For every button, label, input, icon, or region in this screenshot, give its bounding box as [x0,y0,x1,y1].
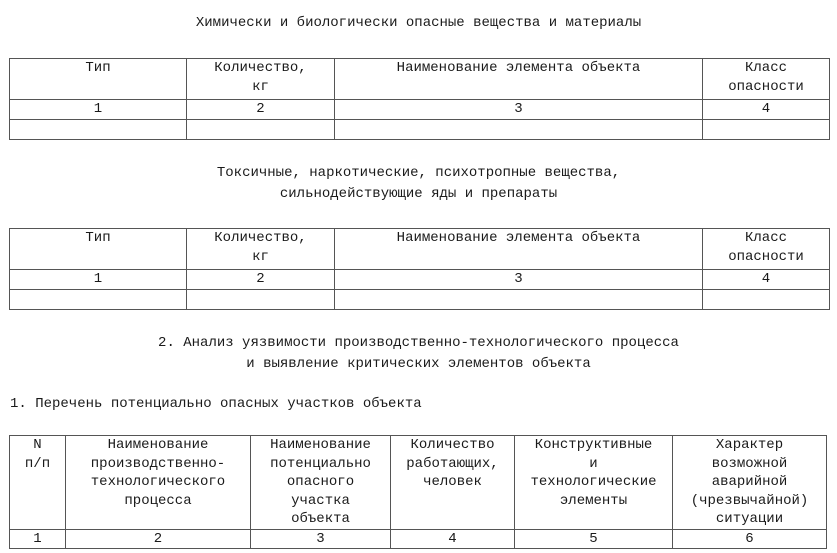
empty-cell [187,290,335,310]
header-workers-count: Количество работающих, человек [391,436,515,530]
header-process-name: Наименование производственно- технологического процесса [66,436,251,530]
toxic-substances-table [9,228,830,310]
column-number: 2 [187,270,335,290]
header-site-name: Наименование потенциально опасного участка объекта [251,436,391,530]
empty-cell [703,290,830,310]
section-title-analysis-line1: 2. Анализ уязвимости производственно-технологического процесса [158,335,679,351]
chemical-substances-table [9,58,830,140]
column-number: 1 [10,100,187,120]
empty-cell [10,120,187,140]
empty-cell [10,290,187,310]
column-number: 5 [515,529,673,548]
header-quantity: Количество, кг [187,59,335,100]
column-number: 1 [10,270,187,290]
column-number: 4 [703,100,830,120]
column-number: 4 [703,270,830,290]
hazardous-sites-table [9,435,827,549]
subsection-title: 1. Перечень потенциально опасных участков объекта [10,396,422,412]
empty-cell [335,290,703,310]
section-title-chemical: Химически и биологически опасные вещества и материалы [195,15,642,31]
header-row-number: N п/п [10,436,66,530]
column-number: 2 [66,529,251,548]
section-title-toxic-line2: сильнодействующие яды и препараты [279,186,558,202]
column-number: 1 [10,529,66,548]
header-element-name: Наименование элемента объекта [335,59,703,100]
empty-cell [187,120,335,140]
column-number: 3 [251,529,391,548]
section-title-toxic-line1: Токсичные, наркотические, психотропные вещества, [216,165,621,181]
header-type: Тип [10,59,187,100]
column-number: 4 [391,529,515,548]
column-number: 3 [335,100,703,120]
column-number: 6 [673,529,827,548]
header-element-name: Наименование элемента объекта [335,229,703,270]
section-title-analysis-line2: и выявление критических элементов объекта [246,356,591,372]
header-hazard-class: Класс опасности [703,59,830,100]
empty-cell [703,120,830,140]
header-hazard-class: Класс опасности [703,229,830,270]
empty-cell [335,120,703,140]
header-structural-elements: Конструктивные и технологические элементы [515,436,673,530]
header-emergency-nature: Характер возможной аварийной (чрезвычайной) ситуации [673,436,827,530]
header-type: Тип [10,229,187,270]
column-number: 2 [187,100,335,120]
header-quantity: Количество, кг [187,229,335,270]
column-number: 3 [335,270,703,290]
